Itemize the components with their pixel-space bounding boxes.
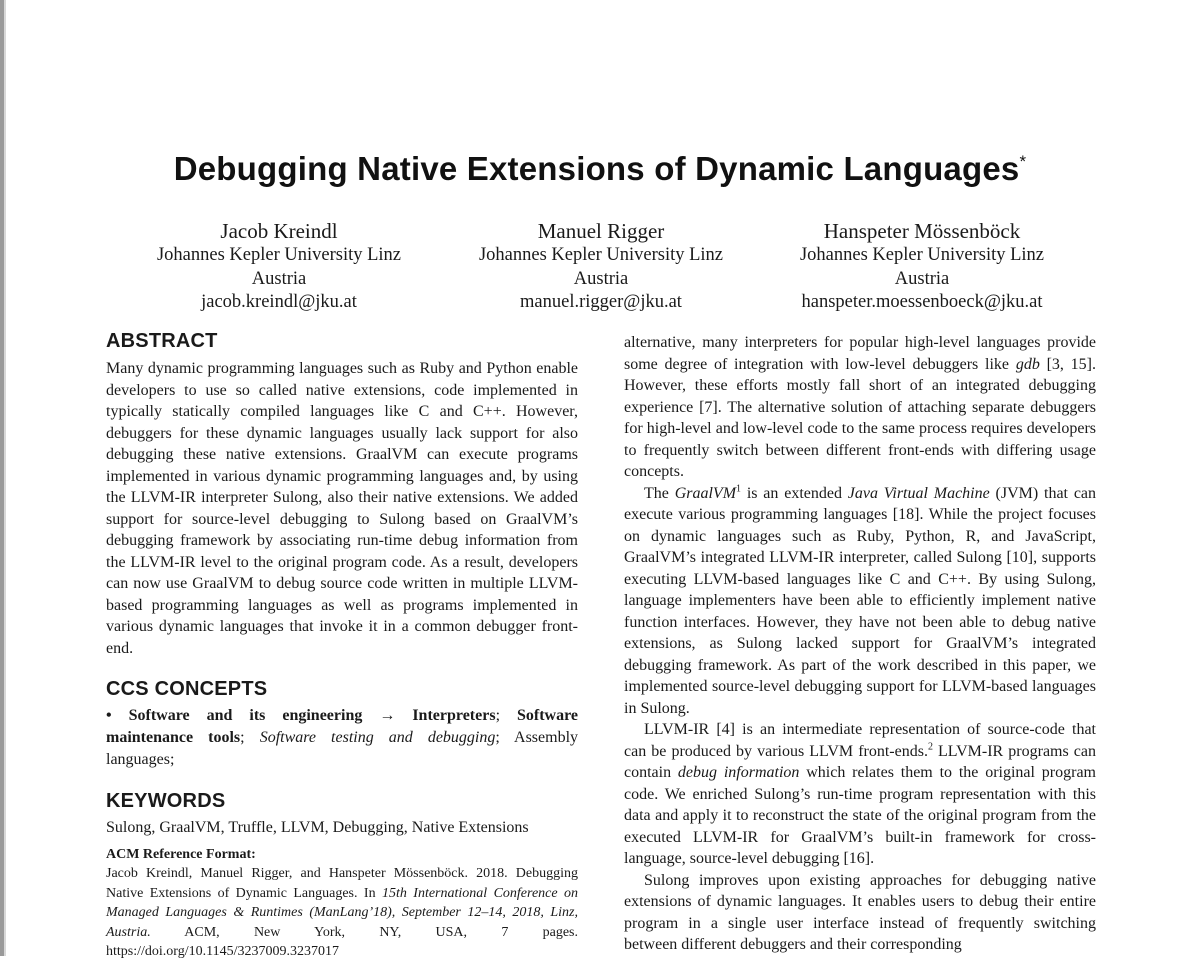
author-email: jacob.kreindl@jku.at <box>201 292 357 312</box>
text-run: [3, 15]. However, these efforts mostly fall short of an integrated debugging experience [7]. The alternative solution of attaching separate debuggers for high-level and low-level code to the same process requires developers to frequently switch between different front-ends with differing usage concepts. <box>624 355 1097 480</box>
abstract-heading: ABSTRACT <box>106 330 218 352</box>
ccs-concept-4: Software testing and debugging <box>259 729 496 746</box>
author-affiliation: Johannes Kepler University Linz <box>156 245 402 265</box>
ccs-bullet: • <box>106 707 112 724</box>
text-run: The <box>644 484 675 502</box>
gdb-term: gdb <box>1015 355 1040 373</box>
author-affiliation: Johannes Kepler University Linz <box>799 245 1045 265</box>
keywords-heading: KEYWORDS <box>106 790 226 812</box>
paper-title-text: Debugging Native Extensions of Dynamic Languages <box>173 150 1020 187</box>
ccs-separator: ; <box>495 707 501 724</box>
ccs-separator: ; <box>495 729 500 746</box>
page-edge-shadow <box>4 0 6 956</box>
right-column <box>624 332 1096 956</box>
text-run: LLVM-IR [4] is an intermediate representation of source-code that can be produced by various LLVM front-ends. <box>624 721 1096 760</box>
author-country: Austria <box>894 268 950 289</box>
author-name: Manuel Rigger <box>537 219 665 243</box>
text-run: alternative, many interpreters for popular high-level languages provide some degree of integration with low-level debuggers like <box>624 334 1096 373</box>
text-run: (JVM) that can execute various programming languages [18]. While the project focuses on dynamic languages such as Ruby, Python, R, and JavaScript, GraalVM’s integrated LLVM-IR interpreter, called Sulong [10], supports executing LLVM-based languages like C and C++. By using Sulong, language implementers have been able to efficiently implement native function interfaces. However, they have not been able to debug native extensions, as Sulong lacked support for GraalVM’s integrated debugging framework. As part of the work described in this paper, we implemented source-level debugging support for LLVM-based languages in Sulong. <box>624 484 1097 717</box>
author-block-3 <box>752 218 1092 315</box>
author-country: Austria <box>251 268 307 289</box>
ccs-concept-5: Assembly languages; <box>106 729 579 768</box>
author-country: Austria <box>573 268 629 289</box>
graalvm-term: GraalVM <box>674 484 737 502</box>
ccs-heading: CCS CONCEPTS <box>106 678 268 700</box>
acm-reference-heading: ACM Reference Format: <box>106 847 256 862</box>
acm-reference-publisher: ACM, New York, NY, USA, 7 pages. https://doi.org/10.1145/3237009.3237017 <box>106 924 578 959</box>
paper-title <box>0 150 1200 188</box>
ccs-concept-3: Software maintenance tools <box>106 707 579 746</box>
debug-info-term: debug information <box>677 764 800 781</box>
text-run: is an extended <box>741 484 848 502</box>
footnote-ref-2: 2 <box>927 741 933 753</box>
ccs-concept-1: Software and its engineering <box>128 707 363 724</box>
author-email: hanspeter.moessenboeck@jku.at <box>801 292 1043 312</box>
jvm-term: Java Virtual Machine <box>847 484 990 502</box>
author-affiliation: Johannes Kepler University Linz <box>478 245 724 265</box>
author-block-2 <box>431 218 771 315</box>
text-run: which relates them to the original program code. We enriched Sulong’s run-time program representation with this data and apply it to reconstruct the state of the original program from the executed LLVM-IR for GraalVM’s built-in framework for cross-language, source-level debugging [16]. <box>624 764 1096 867</box>
ccs-concepts <box>106 705 578 771</box>
footnote-ref-1: 1 <box>736 483 742 495</box>
body-paragraph-3 <box>624 719 1096 870</box>
acm-reference-venue: 15th International Conference on Managed Languages & Runtimes (ManLang’18), September 12–14, 2018, Linz, Austria. <box>106 885 578 940</box>
acm-reference-text <box>106 864 578 962</box>
left-column <box>106 328 578 962</box>
title-footnote-mark: * <box>1019 152 1027 171</box>
keywords-text: Sulong, GraalVM, Truffle, LLVM, Debugging, Native Extensions <box>106 819 529 836</box>
author-name: Jacob Kreindl <box>220 219 338 243</box>
ccs-concept-2: Interpreters <box>412 707 496 724</box>
text-run: LLVM-IR programs can contain <box>624 742 1096 781</box>
author-email: manuel.rigger@jku.at <box>520 292 682 312</box>
body-paragraph-4: Sulong improves upon existing approaches for debugging native extensions of dynamic languages. It enables users to debug their entire program in a single user interface instead of frequently switching between different debuggers and their corresponding <box>624 871 1096 953</box>
body-paragraph-1 <box>624 332 1096 483</box>
abstract-text: Many dynamic programming languages such as Ruby and Python enable developers to use so called native extensions, code implemented in typically statically compiled languages like C and C++. However, debuggers for these dynamic languages usually lack support for also debugging these native extensions. GraalVM can execute programs implemented in various dynamic programming languages and, by using the LLVM-IR interpreter Sulong, also their native extensions. We added support for source-level debugging to Sulong based on GraalVM’s debugging framework by associating run-time debug information from the LLVM-IR level to the original program code. As a result, developers can now use GraalVM to debug source code written in multiple LLVM-based programming languages as well as programs implemented in various dynamic languages that invoke it in a common debugger front-end. <box>106 360 578 657</box>
author-name: Hanspeter Mössenböck <box>823 219 1021 243</box>
ccs-arrow: → <box>379 707 396 724</box>
acm-reference-authors: Jacob Kreindl, Manuel Rigger, and Hanspeter Mössenböck. 2018. Debugging Native Extensions of Dynamic Languages. In <box>106 866 578 901</box>
ccs-separator: ; <box>240 729 245 746</box>
body-paragraph-2 <box>624 483 1096 720</box>
author-block-1 <box>109 218 449 315</box>
